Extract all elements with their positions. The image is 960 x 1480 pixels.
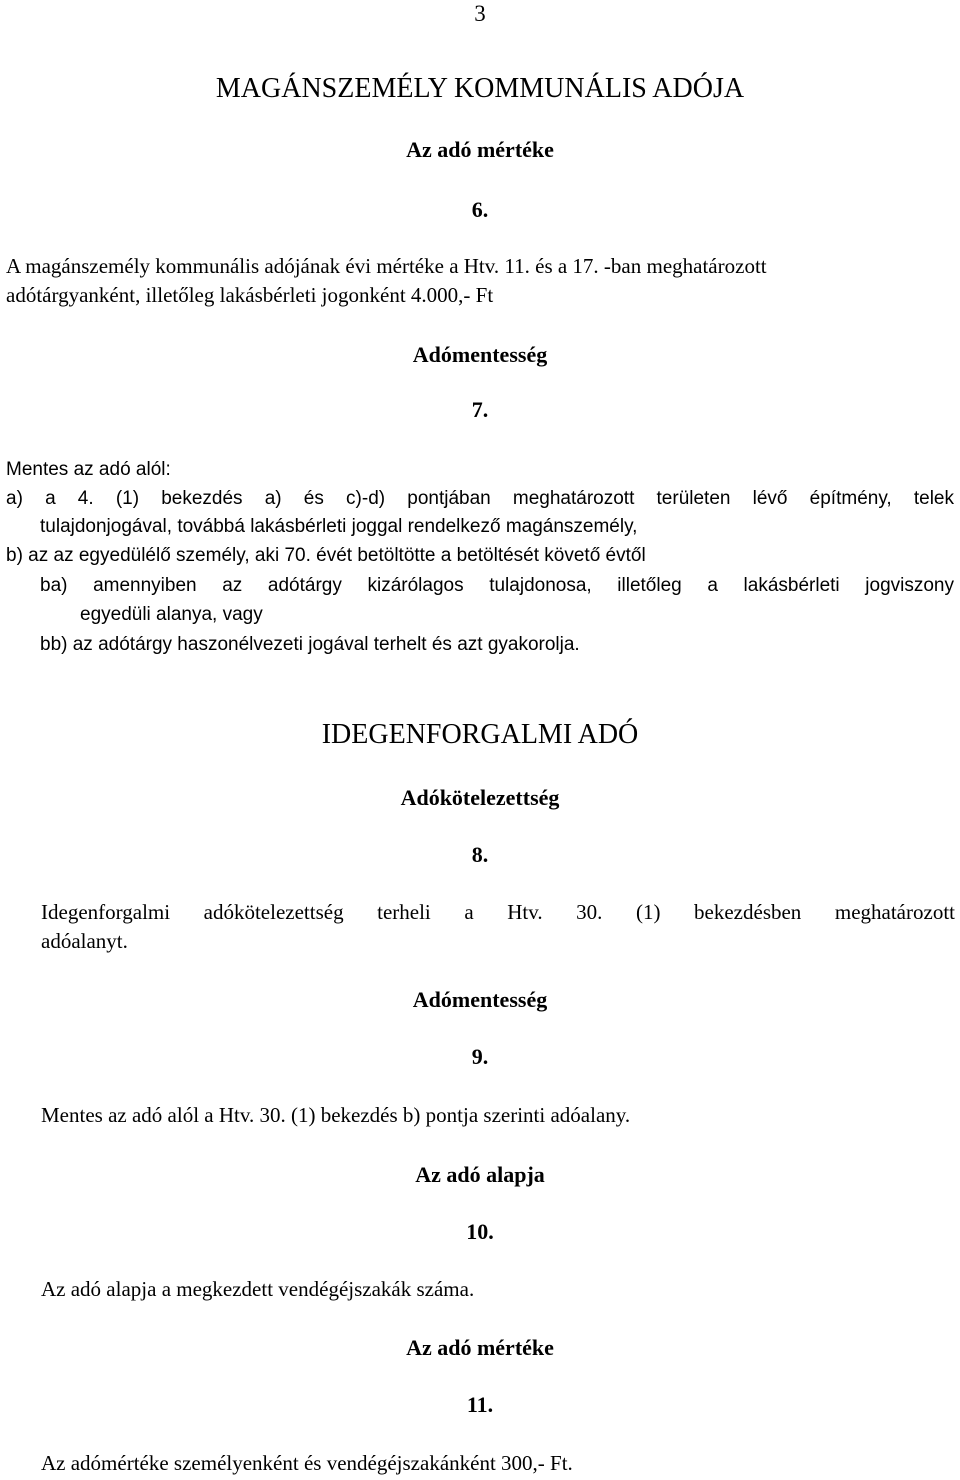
heading-rate: Az adó mértéke: [406, 137, 554, 162]
exemption-item-b: b) az az egyedülélő személy, aki 70. évét betöltötte a betöltését követő évtől: [6, 545, 646, 566]
paragraph-8-number: 8.: [471, 842, 489, 867]
page-number: 3: [474, 1, 486, 26]
paragraph-8-line1: Idegenforgalmi adókötelezettség terheli a Htv. 30. (1) bekezdésben meghatározott: [41, 900, 955, 924]
paragraph-11-number: 11.: [466, 1392, 494, 1417]
heading-rate-2: Az adó mértéke: [406, 1335, 554, 1360]
heading-exemption-2: Adómentesség: [412, 987, 548, 1012]
exemption-item-ba-line2: egyedüli alanya, vagy: [80, 604, 263, 625]
paragraph-10-number: 10.: [466, 1219, 494, 1244]
heading-tax-base: Az adó alapja: [415, 1162, 545, 1187]
exemption-item-a-line1: a) a 4. (1) bekezdés a) és c)-d) pontjában meghatározott területen lévő építmény, telek: [6, 488, 954, 509]
paragraph-6-line2: adótárgyanként, illetőleg lakásbérleti jogonként 4.000,- Ft: [6, 283, 494, 307]
paragraph-6-number: 6.: [471, 197, 489, 222]
paragraph-8-line2: adóalanyt.: [41, 929, 128, 953]
paragraph-7-number: 7.: [471, 397, 489, 422]
paragraph-10-text: Az adó alapja a megkezdett vendégéjszakák száma.: [41, 1277, 475, 1301]
heading-liability: Adókötelezettség: [400, 785, 560, 810]
heading-exemption: Adómentesség: [412, 342, 548, 367]
exemption-item-bb: bb) az adótárgy haszonélvezeti jogával terhelt és azt gyakorolja.: [40, 634, 580, 655]
section-title-kommunalis-ado: MAGÁNSZEMÉLY KOMMUNÁLIS ADÓJA: [215, 73, 745, 104]
section-title-idegenforgalmi-ado: IDEGENFORGALMI ADÓ: [321, 719, 639, 750]
exemption-item-a-line2: tulajdonjogával, továbbá lakásbérleti joggal rendelkező magánszemély,: [40, 516, 638, 537]
paragraph-11-text: Az adómértéke személyenként és vendégéjszakánként 300,- Ft.: [41, 1451, 573, 1475]
paragraph-9-text: Mentes az adó alól a Htv. 30. (1) bekezdés b) pontja szerinti adóalany.: [41, 1103, 631, 1127]
paragraph-6-line1: A magánszemély kommunális adójának évi mértéke a Htv. 11. és a 17. -ban meghatározott: [6, 254, 767, 278]
exemption-intro: Mentes az adó alól:: [6, 459, 171, 480]
exemption-item-ba-line1: ba) amennyiben az adótárgy kizárólagos tulajdonosa, illetőleg a lakásbérleti jogviszony: [40, 575, 954, 596]
paragraph-9-number: 9.: [471, 1044, 489, 1069]
